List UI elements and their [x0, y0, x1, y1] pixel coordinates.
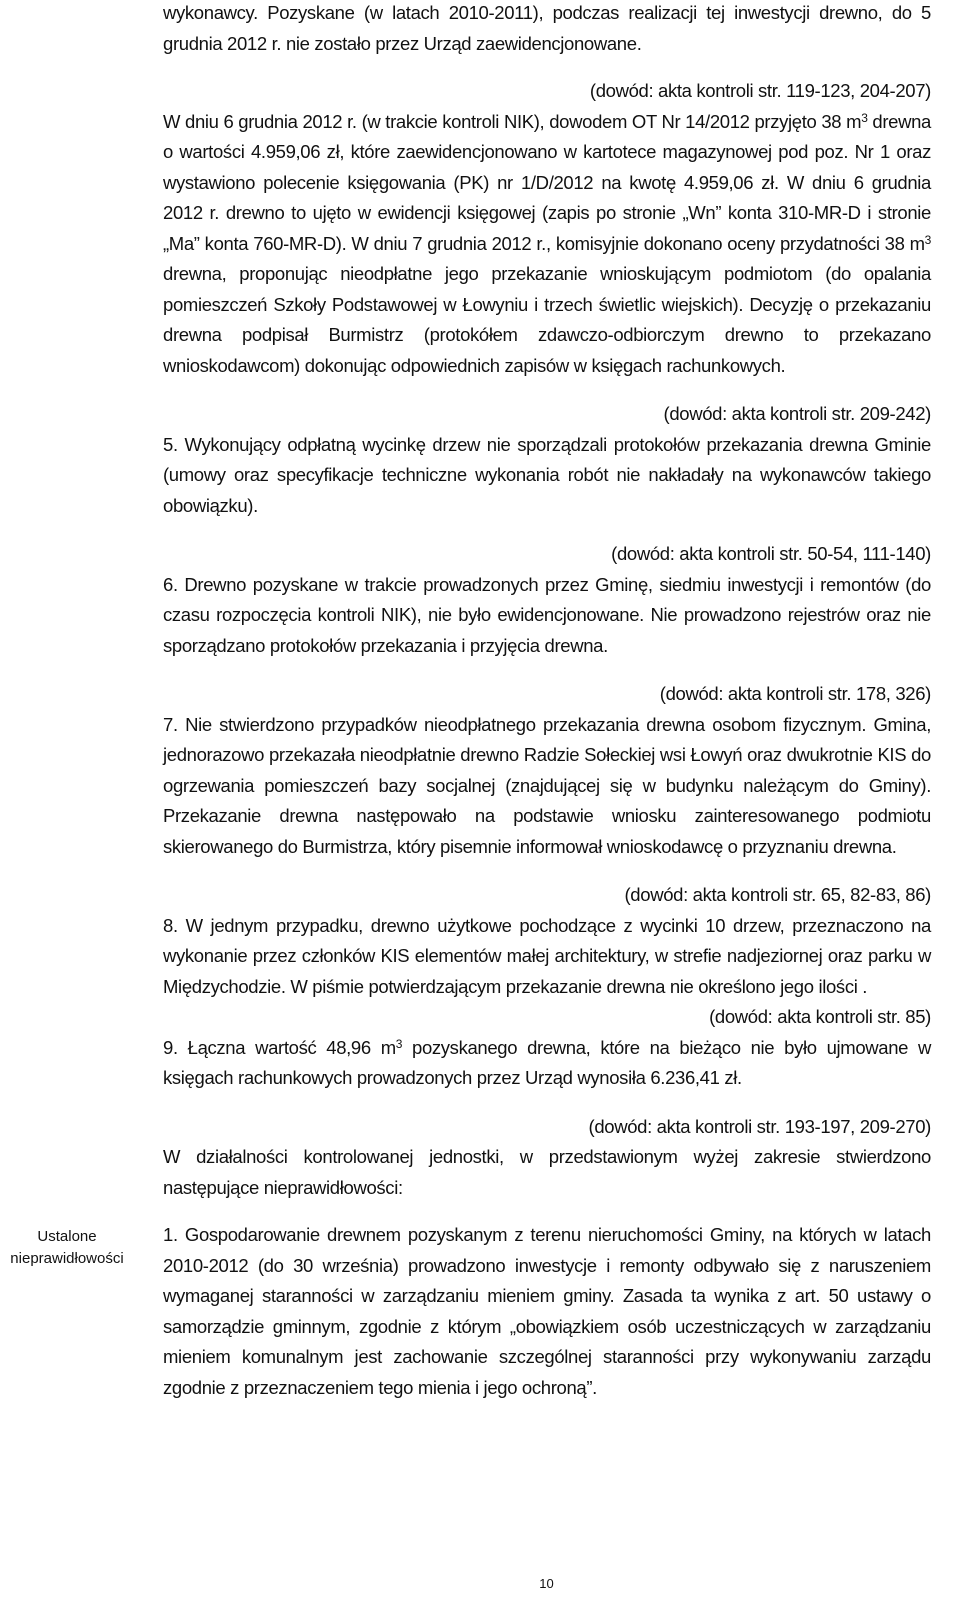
paragraph-1-text-c: drewna, proponując nieodpłatne jego przekazanie wnioskującym podmiotom (do opalania pomieszczeń Szkoły Podstawowej w Łowyniu i trzech świetlic wiejskich). Decyzję o przekazaniu drewna podpisał Burmistrz (protokółem zdawczo-odbiorczym drewno to przekazano wnioskodawcom) dokonując odpowiednich zapisów w księgach rachunkowych. — [163, 263, 931, 376]
paragraph-1 — [163, 107, 931, 382]
evidence-3: (dowód: akta kontroli str. 50-54, 111-140) — [611, 543, 931, 564]
evidence-6: (dowód: akta kontroli str. 85) — [709, 1006, 931, 1027]
evidence-2: (dowód: akta kontroli str. 209-242) — [663, 403, 931, 424]
paragraph-1-text-b: drewna o wartości 4.959,06 zł, które zaewidencjonowano w kartotece magazynowej pod poz. Nr 1 oraz wystawiono polecenie księgowania (PK) nr 1/D/2012 na kwotę 4.959,06 zł. W dniu 6 grudnia 2012 r. drewno to ujęto w ewidencji księgowej (zapis po stronie „Wn” konta 310-MR-D i stronie „Ma” konta 760-MR-D). W dniu 7 grudnia 2012 r., komisyjnie dokonano oceny przydatności 38 m — [163, 110, 931, 254]
evidence-5: (dowód: akta kontroli str. 65, 82-83, 86) — [624, 884, 931, 905]
paragraph-1-text-a: W dniu 6 grudnia 2012 r. (w trakcie kontroli NIK), dowodem OT Nr 14/2012 przyjęto 38 m — [163, 110, 862, 132]
superscript-3: 3 — [924, 232, 931, 247]
paragraph-top: wykonawcy. Pozyskane (w latach 2010-2011), podczas realizacji tej inwestycji drewno, do 5 grudnia 2012 r. nie zostało przez Urząd zaewidencjonowane. — [163, 2, 931, 54]
page-number: 10 — [539, 1576, 554, 1591]
item-9 — [163, 1033, 931, 1094]
margin-note — [2, 1226, 132, 1270]
item-5: 5. Wykonujący odpłatną wycinkę drzew nie sporządzali protokołów przekazania drewna Gminie (umowy oraz specyfikacje techniczne wykonania robót nie nakładały na wykonawców takiego obowiązku). — [163, 433, 931, 516]
evidence-1: (dowód: akta kontroli str. 119-123, 204-207) — [589, 80, 931, 101]
findings-intro: W działalności kontrolowanej jednostki, w przedstawionym wyżej zakresie stwierdzono następujące nieprawidłowości: — [163, 1146, 931, 1198]
finding-1: 1. Gospodarowanie drewnem pozyskanym z terenu nieruchomości Gminy, na których w latach 2010-2012 (do 30 września) prowadzono inwestycje i remonty odbywało się z naruszeniem wymaganej staranności w zarządzaniu mieniem gminy. Zasada ta wynika z art. 50 ustawy o samorządzie gminnym, zgodnie z którym „obowiązkiem osób uczestniczących w zarządzaniu mieniem komunalnym jest zachowanie szczególnej staranności przy wykonywaniu zarządu zgodnie z przeznaczeniem tego mienia i jego ochroną”. — [163, 1224, 931, 1398]
item-8: 8. W jednym przypadku, drewno użytkowe pochodzące z wycinki 10 drzew, przeznaczono na wykonanie przez członków KIS elementów małej architektury, w strefie nadjeziornej oraz parku w Międzychodzie. W piśmie potwierdzającym przekazanie drewna nie określono jego ilości . — [163, 914, 931, 997]
evidence-4: (dowód: akta kontroli str. 178, 326) — [659, 683, 931, 704]
superscript-3: 3 — [395, 1036, 403, 1051]
item-7: 7. Nie stwierdzono przypadków nieodpłatnego przekazania drewna osobom fizycznym. Gmina, jednorazowo przekazała nieodpłatnie drewno Radzie Sołeckiej wsi Łowyń oraz dwukrotnie KIS do ogrzewania pomieszczeń bazy socjalnej (znajdującej się w budynku należącym do Gminy). Przekazanie drewna następowało na podstawie wniosku zainteresowanego podmiotu skierowanego do Burmistrza, który pisemnie informował wnioskodawcę o przyznaniu drewna. — [163, 713, 931, 857]
margin-note-line1: Ustalone — [37, 1228, 97, 1245]
item-6: 6. Drewno pozyskane w trakcie prowadzonych przez Gminę, siedmiu inwestycji i remontów (do czasu rozpoczęcia kontroli NIK), nie było ewidencjonowane. Nie prowadzono rejestrów oraz nie sporządzano protokołów przekazania i przyjęcia drewna. — [163, 573, 931, 656]
item-9-text-b: pozyskanego drewna, które na bieżąco nie było ujmowane w księgach rachunkowych prowadzonych przez Urząd wynosiła 6.236,41 zł. — [163, 1036, 932, 1088]
item-9-text-a: 9. Łączna wartość 48,96 m — [163, 1036, 396, 1058]
evidence-7: (dowód: akta kontroli str. 193-197, 209-270) — [588, 1115, 931, 1137]
margin-note-line2: nieprawidłowości — [10, 1250, 124, 1267]
superscript-3: 3 — [861, 110, 868, 125]
document-body — [163, 0, 931, 1403]
